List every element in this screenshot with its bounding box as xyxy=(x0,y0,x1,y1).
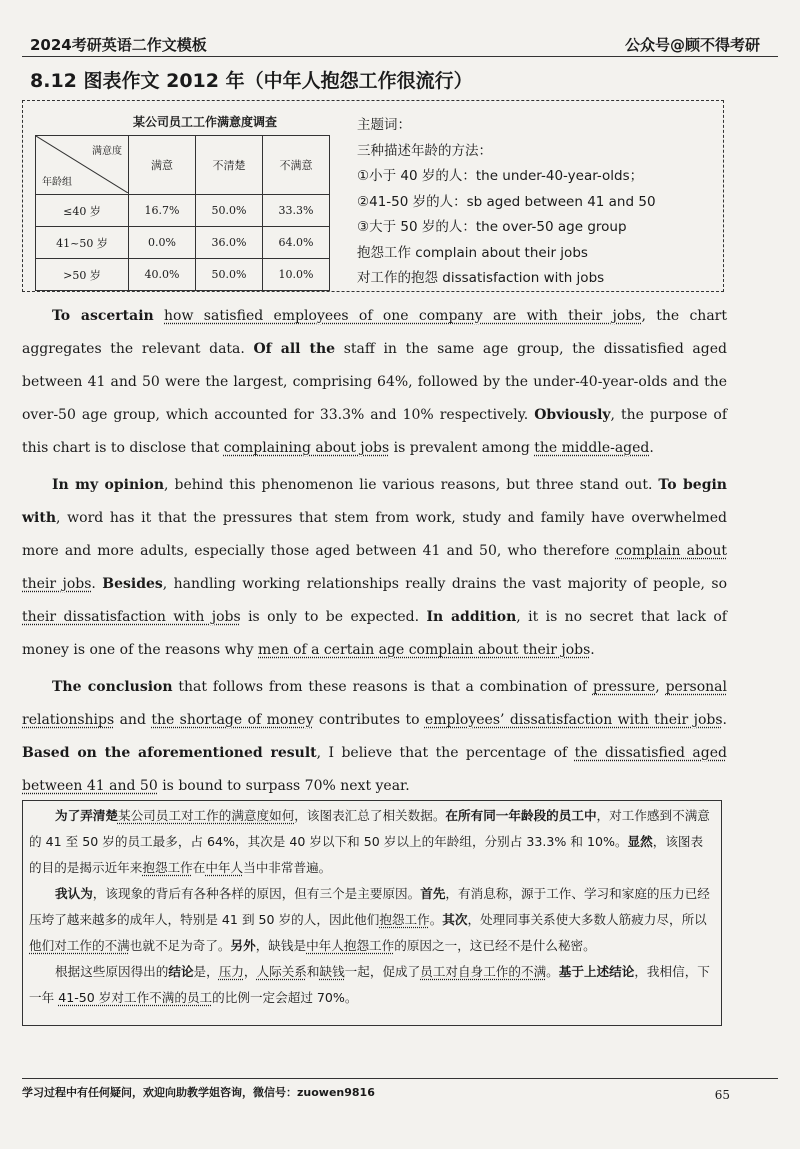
underlined-phrase: 抱怨工作 xyxy=(379,912,430,927)
bold-phrase: 为了弄清楚 xyxy=(55,808,118,823)
essay-body xyxy=(22,300,727,807)
text-run: is only to be expected. xyxy=(240,609,427,625)
underlined-phrase: complain about their jobs xyxy=(22,543,727,592)
underlined-phrase: their dissatisfaction with jobs xyxy=(22,609,241,625)
text-run: is bound to surpass 70% next year. xyxy=(157,778,410,794)
text-run: , I believe that the percentage of xyxy=(316,745,575,761)
text-run: 当中非常普遍。 xyxy=(243,860,332,875)
terms-subheading: 三种描述年龄的方法： xyxy=(357,142,492,159)
column-header: 满意 xyxy=(129,136,196,195)
text-run: , word has it that the pressures that stem from work, study and family have overwhelmed more and more adults, especially those aged between 41 and 50, who therefore xyxy=(22,510,727,559)
text-run: 在 xyxy=(192,860,206,875)
text-run: , the chart aggregates the relevant data. xyxy=(22,308,727,357)
underlined-phrase: 人际关系 xyxy=(256,964,307,979)
text-run: . xyxy=(722,712,727,728)
survey-table xyxy=(35,135,330,291)
bold-phrase: 另外 xyxy=(230,938,256,953)
footer-text: 学习过程中有任何疑问，欢迎向助教学姐咨询，微信号：zuowen9816 xyxy=(22,1086,375,1099)
bold-phrase: The conclusion xyxy=(52,679,173,695)
bold-phrase: 结论 xyxy=(168,964,194,979)
underlined-phrase: how satisfied employees of one company are with their jobs xyxy=(164,308,642,324)
essay-paragraph-1 xyxy=(22,300,727,465)
header-left: 2024考研英语二作文模板 xyxy=(30,36,207,54)
table-cell: 50.0% xyxy=(196,259,263,291)
underlined-phrase: men of a certain age complain about their jobs xyxy=(258,642,591,658)
corner-bottom-label: 年龄组 xyxy=(42,177,72,188)
text-run: 是， xyxy=(193,964,219,979)
table-cell: 0.0% xyxy=(129,227,196,259)
text-run: 。 xyxy=(546,964,559,979)
text-run: . xyxy=(649,440,654,456)
bold-phrase: 基于上述结论 xyxy=(558,964,635,979)
underlined-phrase: 抱怨工作 xyxy=(142,860,193,875)
bold-phrase: 显然 xyxy=(627,834,653,849)
text-run: 和 xyxy=(306,964,320,979)
footer-rule xyxy=(22,1078,778,1079)
text-run: 一起，促成了 xyxy=(344,964,421,979)
text-run: is prevalent among xyxy=(389,440,535,456)
column-header: 不满意 xyxy=(263,136,330,195)
column-header: 不清楚 xyxy=(196,136,263,195)
corner-top-label: 满意度 xyxy=(92,146,122,157)
translation-paragraph-1 xyxy=(29,803,715,881)
table-cell: 10.0% xyxy=(263,259,330,291)
bold-phrase: In my opinion xyxy=(52,477,165,493)
text-run: , handling working relationships really drains the vast majority of people, so xyxy=(162,576,727,592)
row-label: ≤40 岁 xyxy=(36,195,129,227)
row-label: 41~50 岁 xyxy=(36,227,129,259)
table-title: 某公司员工工作满意度调查 xyxy=(133,115,278,129)
term-item: ③大于 50 岁的人：the over-50 age group xyxy=(357,219,627,235)
table-header-row xyxy=(36,136,330,195)
underlined-phrase: 缺钱 xyxy=(319,964,345,979)
header-rule xyxy=(22,56,778,57)
term-item: 抱怨工作 complain about their jobs xyxy=(357,244,588,261)
underlined-phrase: the middle-aged xyxy=(534,440,650,456)
text-run: contributes to xyxy=(313,712,425,728)
table-row xyxy=(36,227,330,259)
translation-paragraph-2 xyxy=(29,881,715,959)
text-run: and xyxy=(114,712,152,728)
term-item: ①小于 40 岁的人：the under-40-year-olds； xyxy=(357,168,644,184)
section-title: 8.12 图表作文 2012 年（中年人抱怨工作很流行） xyxy=(30,70,473,92)
underlined-phrase: pressure xyxy=(592,679,656,695)
text-run: , behind this phenomenon lie various reasons, but three stand out. xyxy=(164,477,659,493)
bold-phrase: Obviously xyxy=(534,407,611,423)
text-run: , it is no secret that lack of money is one of the reasons why xyxy=(22,609,727,658)
text-run: ，该图表的目的是揭示近年来 xyxy=(29,834,704,875)
essay-paragraph-2 xyxy=(22,469,727,667)
text-run: that follows from these reasons is that a combination of xyxy=(172,679,593,695)
table-cell: 33.3% xyxy=(263,195,330,227)
text-run: . xyxy=(590,642,595,658)
header-right: 公众号@顾不得考研 xyxy=(624,36,760,54)
text-run: ，该现象的背后有各种各样的原因，但有三个是主要原因。 xyxy=(92,886,421,901)
underlined-phrase: 中年人 xyxy=(205,860,244,875)
text-run: staff in the same age group, the dissatisfied aged between 41 and 50 were the largest, comprising 64%, followed by the under-40-year-olds and the over-50 age group, which accounted for 33.3% and 10% respectively. xyxy=(22,341,727,423)
underlined-phrase: 41-50 岁对工作不满的员工 xyxy=(58,990,213,1005)
bold-phrase: Based on the aforementioned result xyxy=(22,745,317,761)
corner-cell xyxy=(36,136,129,195)
text-run: ， xyxy=(243,964,257,979)
table-cell: 40.0% xyxy=(129,259,196,291)
underlined-phrase: complaining about jobs xyxy=(223,440,390,456)
underlined-phrase: 员工对自身工作的不满 xyxy=(420,964,547,979)
table-cell: 16.7% xyxy=(129,195,196,227)
text-run: . xyxy=(91,576,103,592)
bold-phrase: 首先 xyxy=(420,886,446,901)
translation-paragraph-3 xyxy=(29,959,715,1011)
chart-box xyxy=(22,100,724,292)
underlined-phrase: 压力 xyxy=(218,964,244,979)
table-row xyxy=(36,195,330,227)
table-cell: 64.0% xyxy=(263,227,330,259)
bold-phrase: Of all the xyxy=(253,341,336,357)
text-run: 的原因之一，这已经不是什么秘密。 xyxy=(394,938,596,953)
table-cell: 36.0% xyxy=(196,227,263,259)
underlined-phrase: the dissatisfied aged between 41 and 50 xyxy=(22,745,727,794)
text-run: 。 xyxy=(429,912,443,927)
text-run: 也就不足为奇了。 xyxy=(129,938,231,953)
text-run: ，该图表汇总了相关数据。 xyxy=(294,808,446,823)
table-row xyxy=(36,259,330,291)
text-run: 的比例一定会超过 70%。 xyxy=(212,990,358,1005)
translation-box xyxy=(22,800,722,1026)
terms-heading: 主题词： xyxy=(357,117,411,133)
underlined-phrase: the shortage of money xyxy=(151,712,314,728)
page-number: 65 xyxy=(714,1088,730,1102)
essay-paragraph-3 xyxy=(22,671,727,803)
text-run: ，缺钱是 xyxy=(255,938,307,953)
bold-phrase: 其次 xyxy=(442,912,468,927)
text-run: 根据这些原因得出的 xyxy=(55,964,169,979)
term-item: ②41-50 岁的人：sb aged between 41 and 50 xyxy=(357,193,656,210)
table-cell: 50.0% xyxy=(196,195,263,227)
text-run: , the purpose of this chart is to disclose that xyxy=(22,407,727,456)
row-label: >50 岁 xyxy=(36,259,129,291)
bold-phrase: To ascertain xyxy=(52,308,154,324)
underlined-phrase: personal relationships xyxy=(22,679,727,728)
term-item: 对工作的抱怨 dissatisfaction with jobs xyxy=(357,270,605,286)
underlined-phrase: 他们对工作的不满 xyxy=(29,938,130,953)
bold-phrase: Besides xyxy=(102,576,163,592)
bold-phrase: 在所有同一年龄段的员工中 xyxy=(445,808,597,823)
text-run: ，对工作感到不满意的 41 至 50 岁的员工最多，占 64%，其次是 40 岁以下和 50 岁以上的年龄组，分别占 33.3% 和 10%。 xyxy=(29,808,710,849)
text-run: ，有消息称，源于工作、学习和家庭的压力已经压垮了越来越多的成年人，特别是 41 到 50 岁的人，因此他们 xyxy=(29,886,710,927)
underlined-phrase: employees’ dissatisfaction with their jobs xyxy=(424,712,723,728)
underlined-phrase: 中年人抱怨工作 xyxy=(306,938,395,953)
underlined-phrase: 某公司员工对工作的满意度如何 xyxy=(117,808,295,823)
text-run: , xyxy=(655,679,666,695)
bold-phrase: In addition xyxy=(426,609,517,625)
text-run: ，我相信，下一年 xyxy=(29,964,710,1005)
theme-terms xyxy=(357,113,656,292)
text-run: ，处理同事关系使大多数人筋疲力尽，所以 xyxy=(467,912,707,927)
bold-phrase: 我认为 xyxy=(55,886,93,901)
bold-phrase: To begin with xyxy=(22,477,727,526)
